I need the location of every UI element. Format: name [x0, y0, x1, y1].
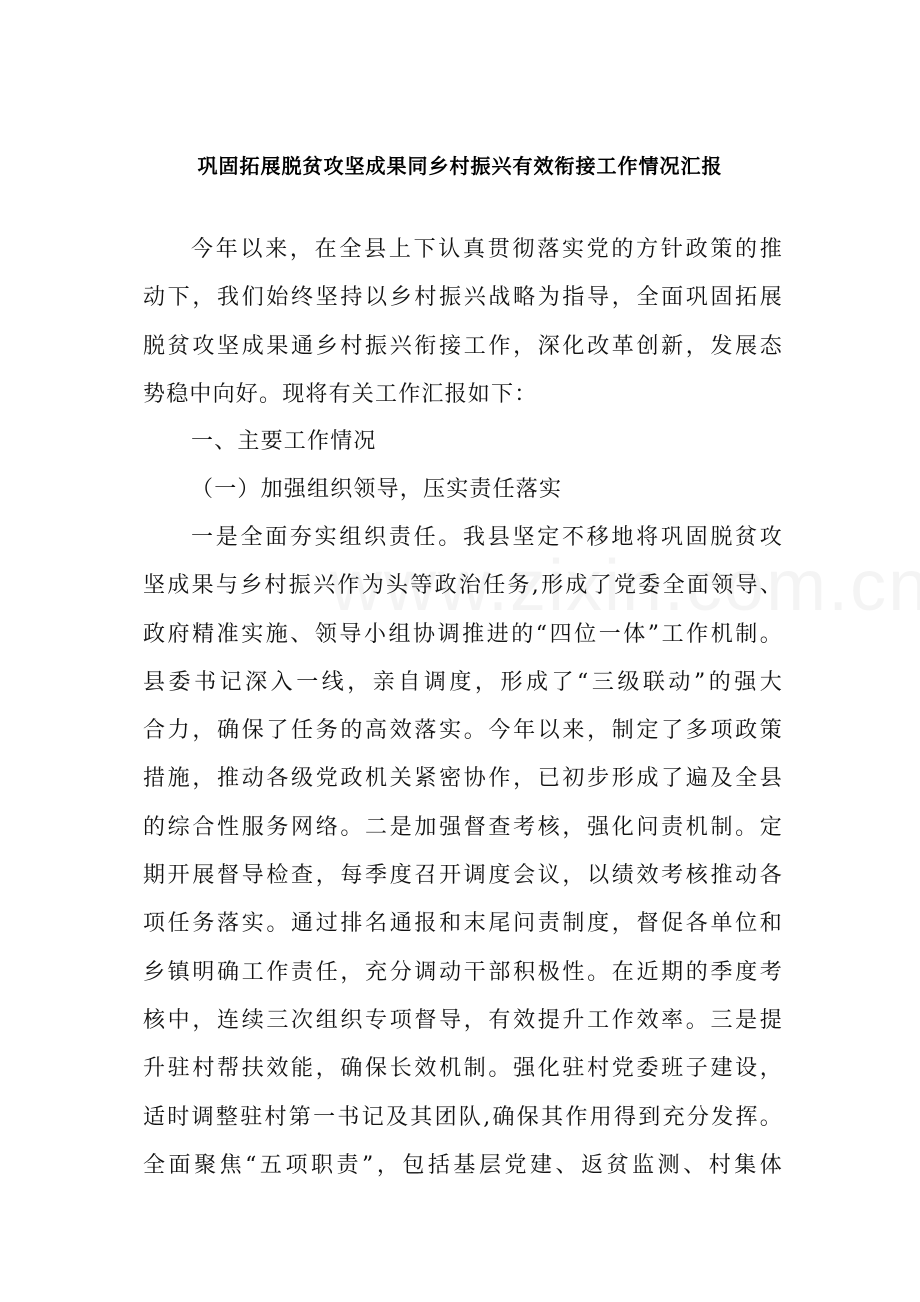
text-line: 升驻村帮扶效能，确保长效机制。强化驻村党委班子建设，: [143, 1056, 783, 1082]
document-title: 巩固拓展脱贫攻坚成果同乡村振兴有效衔接工作情况汇报: [197, 154, 723, 178]
text-line: 项任务落实。通过排名通报和末尾问责制度，督促各单位和: [143, 911, 783, 937]
text-line: 今年以来，在全县上下认真贯彻落实党的方针政策的推: [191, 237, 783, 262]
text-line: 适时调整驻村第一书记及其团队,确保其作用得到充分发挥。: [143, 1104, 783, 1130]
text-line: 势稳中向好。现将有关工作汇报如下：: [143, 381, 538, 407]
text-line: 一是全面夯实组织责任。我县坚定不移地将巩固脱贫攻: [191, 525, 783, 550]
text-line: 的综合性服务网络。二是加强督查考核，强化问责机制。定: [143, 814, 783, 840]
text-line: 全面聚焦“五项职责”，包括基层党建、返贫监测、村集体: [143, 1152, 783, 1178]
subsection-heading-block: [143, 466, 783, 514]
text-line: 县委书记深入一线，亲自调度，形成了“三级联动”的强大: [143, 669, 783, 695]
section-heading-block: [143, 418, 783, 466]
text-line: 合力，确保了任务的高效落实。今年以来，制定了多项政策: [143, 718, 783, 744]
text-line: 脱贫攻坚成果通乡村振兴衔接工作，深化改革创新，发展态: [143, 333, 783, 359]
section-heading: 一、主要工作情况: [191, 429, 377, 454]
subsection-heading: （一）加强组织领导，压实责任落实: [191, 477, 563, 502]
text-line: 乡镇明确工作责任，充分调动干部积极性。在近期的季度考: [143, 959, 783, 985]
text-line: 核中，连续三次组织专项督导，有效提升工作效率。三是提: [143, 1007, 783, 1033]
text-line: 坚成果与乡村振兴作为头等政治任务,形成了党委全面领导、: [143, 573, 783, 599]
text-line: 期开展督导检查，每季度召开调度会议，以绩效考核推动各: [143, 863, 783, 889]
body-paragraph: [143, 514, 783, 1190]
text-line: 动下，我们始终坚持以乡村振兴战略为指导，全面巩固拓展: [143, 285, 783, 311]
text-line: 政府精准实施、领导小组协调推进的“四位一体”工作机制。: [143, 621, 783, 647]
text-line: 措施，推动各级党政机关紧密协作，已初步形成了遍及全县: [143, 766, 783, 792]
intro-paragraph: [143, 226, 783, 419]
